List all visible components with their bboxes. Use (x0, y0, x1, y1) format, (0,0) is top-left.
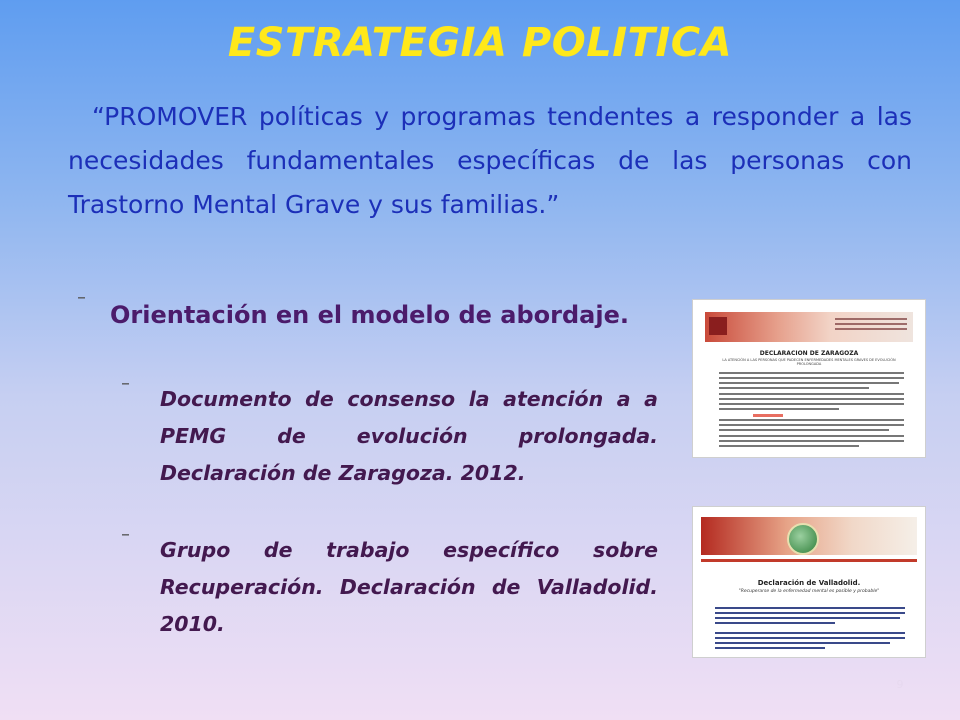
document-title: Declaración de Valladolid. (757, 579, 861, 587)
document-title: DECLARACION DE ZARAGOZA (759, 350, 859, 357)
bullet-marker: ‾ (78, 296, 85, 312)
main-bullet: Orientación en el modelo de abordaje. (110, 301, 629, 329)
zaragoza-declaration-thumbnail (692, 299, 926, 458)
banner-text-lines (835, 318, 907, 333)
globe-logo-icon (787, 523, 819, 555)
sub-bullet-marker-1: ‾ (122, 382, 129, 398)
document-subtitle: LA ATENCIÓN A LAS PERSONAS QUE PADECEN ENFERMEDADES MENTALES GRAVES DE EVOLUCIÓN PROLONGADA (722, 358, 896, 366)
sub-bullet-zaragoza: Documento de consenso la atención a a PEMG de evolución prolongada. Declaración de Zaragoza. 2012. (160, 387, 658, 485)
strategy-quote: “PROMOVER políticas y programas tendentes a responder a las necesidades fundamentales específicas de las personas con Trastorno Mental Grave y sus familias.” (68, 102, 912, 219)
valladolid-declaration-thumbnail (692, 506, 926, 658)
document-banner (705, 312, 913, 342)
slide-title: ESTRATEGIA POLITICA (227, 20, 733, 66)
page-number: 9 (896, 678, 904, 691)
banner-divider (701, 559, 917, 562)
logo-icon (709, 317, 727, 335)
sub-bullet-valladolid: Grupo de trabajo específico sobre Recuperación. Declaración de Valladolid. 2010. (160, 538, 658, 636)
document-subtitle: "Recuperarse de la enfermedad mental es posible y probable" (738, 589, 880, 594)
sub-bullet-marker-2: ‾ (122, 533, 129, 549)
